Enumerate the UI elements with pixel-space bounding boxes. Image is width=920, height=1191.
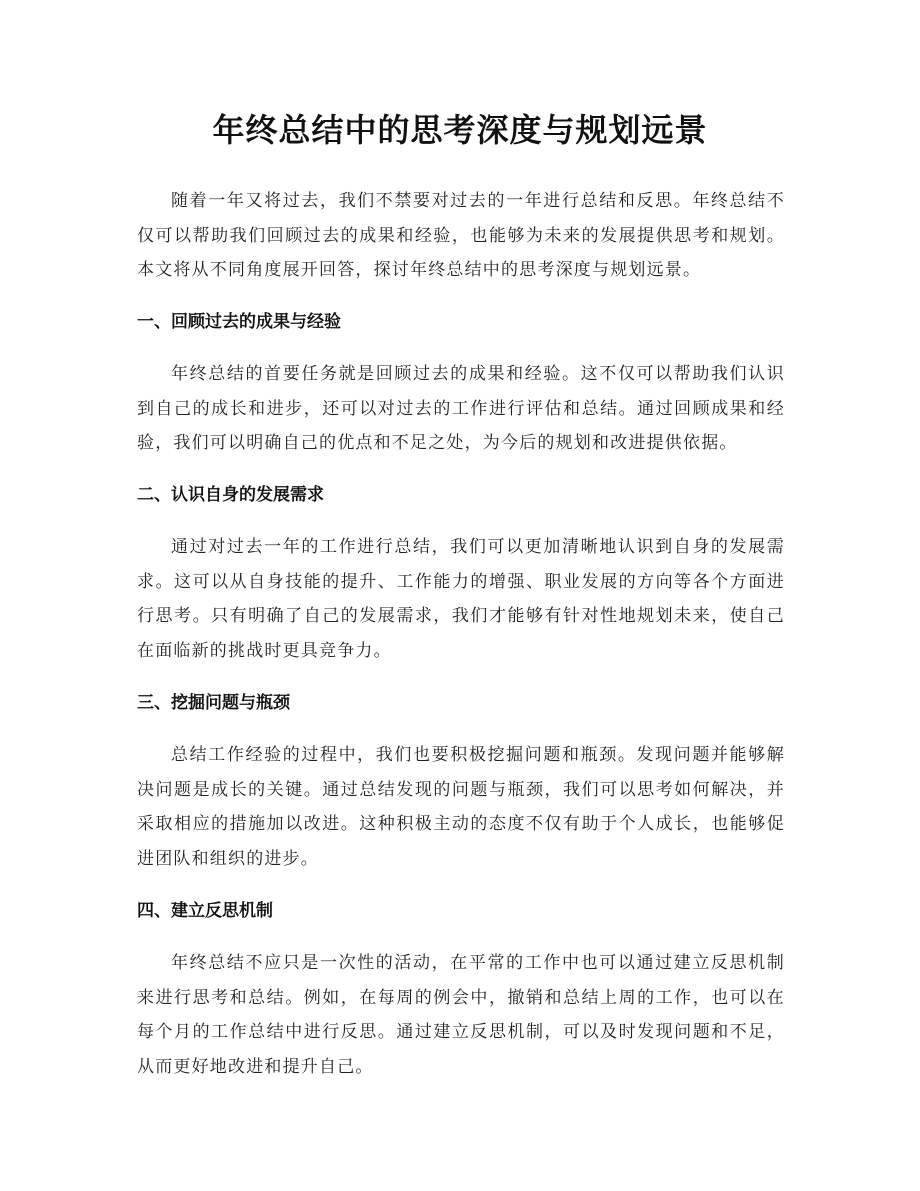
section-heading-3: 三、挖掘问题与瓶颈	[137, 693, 290, 713]
section-body-3: 总结工作经验的过程中，我们也要积极挖掘问题和瓶颈。发现问题并能够解决问题是成长的关键。通过总结发现的问题与瓶颈，我们可以思考如何解决，并采取相应的措施加以改进。这种积极主动的态度不仅有助于个人成长，也能够促进团队和组织的进步。	[137, 745, 785, 869]
section-heading-1: 一、回顾过去的成果与经验	[137, 312, 341, 332]
document-title: 年终总结中的思考深度与规划远景	[212, 111, 708, 149]
section-heading-4: 四、建立反思机制	[137, 901, 273, 921]
section-body-1: 年终总结的首要任务就是回顾过去的成果和经验。这不仅可以帮助我们认识到自己的成长和进步，还可以对过去的工作进行评估和总结。通过回顾成果和经验，我们可以明确自己的优点和不足之处，为今后的规划和改进提供依据。	[137, 364, 785, 453]
section-body-4: 年终总结不应只是一次性的活动，在平常的工作中也可以通过建立反思机制来进行思考和总结。例如，在每周的例会中，撤销和总结上周的工作，也可以在每个月的工作总结中进行反思。通过建立反思机制，可以及时发现问题和不足，从而更好地改进和提升自己。	[137, 953, 785, 1077]
intro-paragraph: 随着一年又将过去，我们不禁要对过去的一年进行总结和反思。年终总结不仅可以帮助我们回顾过去的成果和经验，也能够为未来的发展提供思考和规划。本文将从不同角度展开回答，探讨年终总结中的思考深度与规划远景。	[137, 191, 785, 280]
section-body-2: 通过对过去一年的工作进行总结，我们可以更加清晰地认识到自身的发展需求。这可以从自身技能的提升、工作能力的增强、职业发展的方向等各个方面进行思考。只有明确了自己的发展需求，我们才能够有针对性地规划未来，使自己在面临新的挑战时更具竞争力。	[137, 537, 785, 661]
section-heading-2: 二、认识自身的发展需求	[137, 485, 324, 505]
